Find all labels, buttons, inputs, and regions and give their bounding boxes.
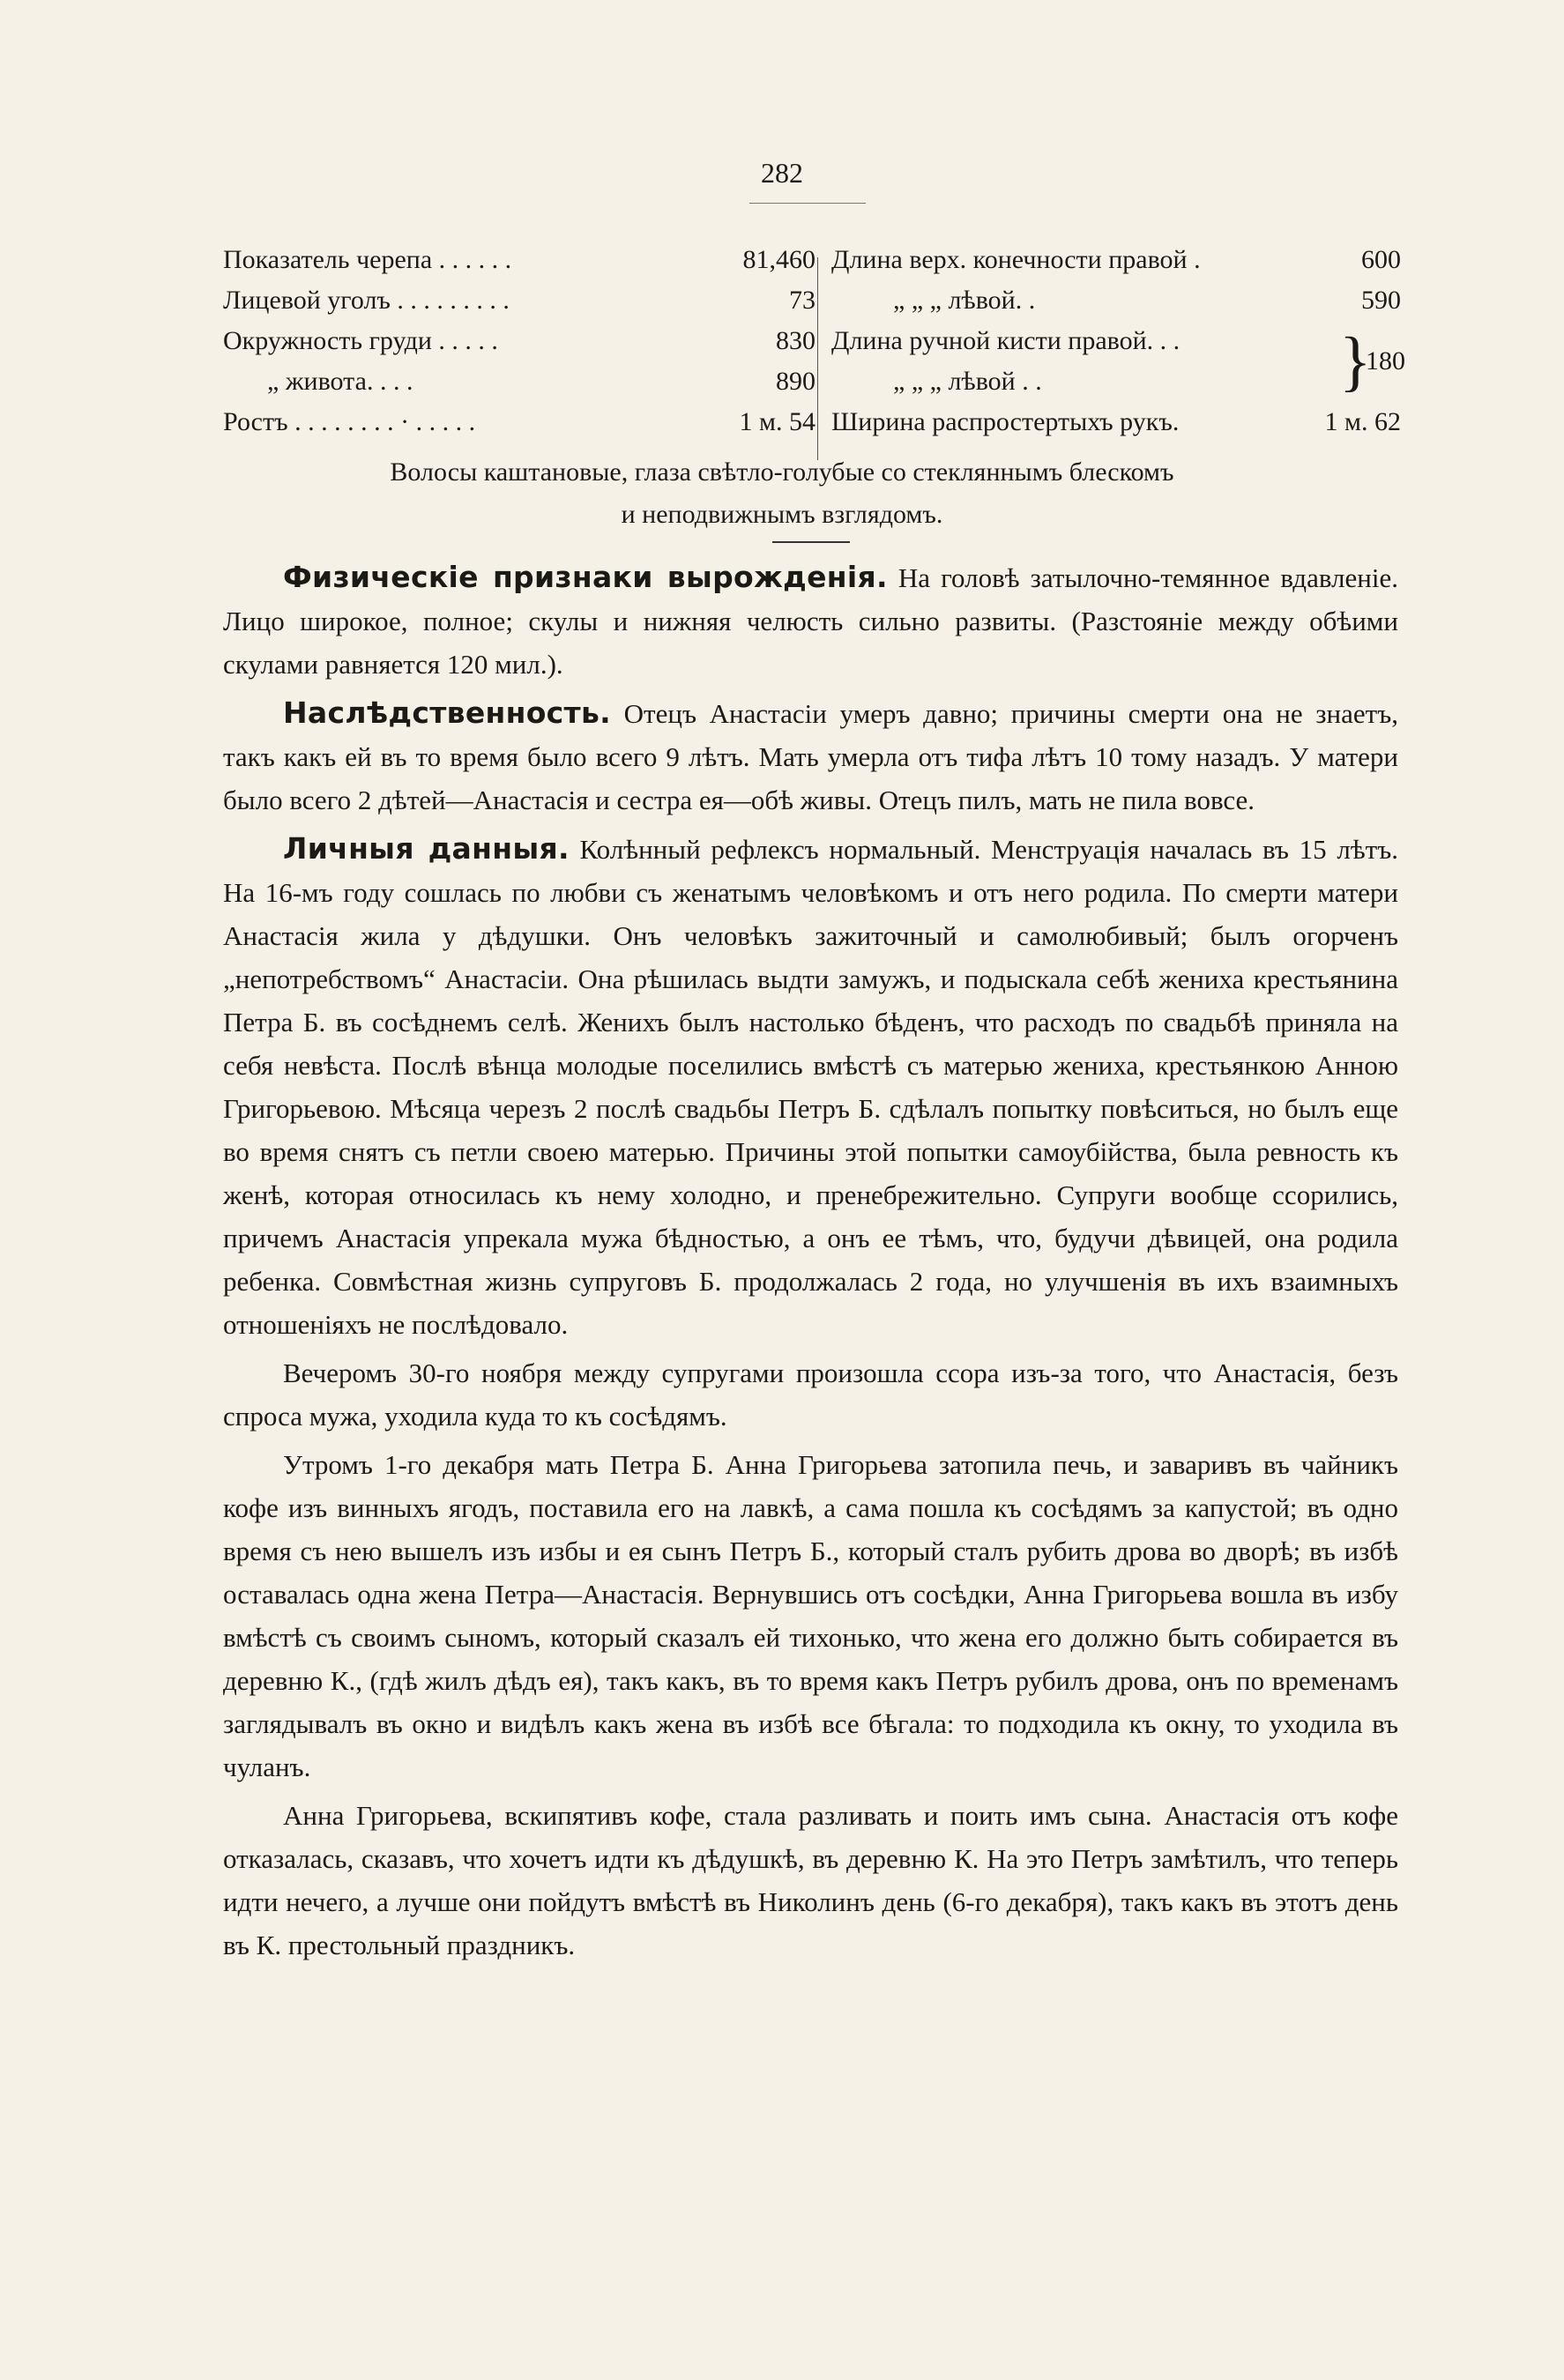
paragraph-personal-data [223, 827, 1398, 1346]
measurement-row [223, 321, 816, 361]
measurement-row [831, 402, 1401, 443]
measurement-row [223, 361, 816, 402]
measurement-label: Ширина распростертыхъ рукъ. [831, 407, 1180, 436]
measurement-row [831, 240, 1401, 280]
measurement-label: „ „ „ лѣвой. . [893, 286, 1036, 315]
measurement-value: 600 [1361, 245, 1401, 274]
measurement-row [223, 402, 816, 443]
measurement-value: 1 м. 54 [739, 407, 816, 436]
hair-eyes-line: Волосы каштановые, глаза свѣтло-голубые со стекляннымъ блескомъ [390, 457, 1174, 487]
section-heading: Наслѣдственность. [283, 695, 611, 730]
measurement-value: 1 м. 62 [1324, 407, 1401, 436]
measurement-value: 830 [776, 326, 816, 355]
measurement-label: „ „ „ лѣвой . . [893, 367, 1042, 396]
hand-length-value: 180 [1366, 346, 1405, 376]
measurement-value: 73 [789, 286, 816, 315]
measurement-label: Лицевой уголъ . . . . . . . . . [223, 286, 510, 315]
curly-brace-icon: } [1339, 324, 1372, 398]
measurement-value: 890 [776, 367, 816, 396]
paragraph-heredity [223, 691, 1398, 822]
paragraph-degeneration [223, 555, 1398, 686]
page-number-rule [749, 203, 866, 204]
section-text: Отецъ Анастасіи умеръ давно; причины смерти она не знаетъ, такъ какъ ей въ то время было всего 9 лѣтъ. Мать умерла отъ тифа лѣтъ 10 тому назадъ. У матери было всего 2 дѣтей—Анастасія и сестра ея—обѣ живы. Отецъ пилъ, мать не пила вовсе. [223, 698, 1398, 815]
measurement-label: Показатель черепа . . . . . . [223, 245, 512, 274]
body-text [223, 555, 1398, 1972]
measurement-row [831, 280, 1401, 321]
measurement-row [223, 240, 816, 280]
measurement-value: 590 [1361, 286, 1401, 315]
section-text: На головѣ затылочно-темянное вдавленіе. Лицо широкое, полное; скулы и нижняя челюсть сильно развиты. (Разстояніе между обѣими скулами равняется 120 мил.). [223, 562, 1399, 680]
measurement-value: 81,460 [742, 245, 816, 274]
hair-eyes-line: и неподвижнымъ взглядомъ. [621, 500, 943, 529]
paragraph: Анна Григорьева, вскипятивъ кофе, стала разливать и поить имъ сына. Анастасія отъ кофе отказалась, сказавъ, что хочетъ идти къ дѣдушкѣ, въ деревню К. На это Петръ замѣтилъ, что теперь идти нечего, а лучше они пойдутъ вмѣстѣ въ Николинъ день (6-го декабря), такъ какъ въ этотъ день въ К. престольный праздникъ. [223, 1800, 1398, 1960]
section-divider [772, 541, 850, 543]
measurement-row [831, 361, 1401, 402]
measurement-label: Ростъ . . . . . . . . · . . . . . [223, 407, 476, 436]
paragraph: Утромъ 1-го декабря мать Петра Б. Анна Григорьева затопила печь, и заваривъ въ чайникъ кофе изъ винныхъ ягодъ, поставила его на лавкѣ, а сама пошла къ сосѣдямъ за капустой; въ одно время съ нею вышелъ изъ избы и ея сынъ Петръ Б., который сталъ рубить дрова во дворѣ; въ избѣ оставалась одна жена Петра—Анастасія. Вернувшись отъ сосѣдки, Анна Григорьева вошла въ избу вмѣстѣ съ своимъ сыномъ, который сказалъ ей тихонько, что жена его должно быть собирается въ деревню К., (гдѣ жилъ дѣдъ ея), такъ какъ, въ то время какъ Петръ рубилъ дрова, онъ по временамъ заглядывалъ въ окно и видѣлъ какъ жена въ избѣ все бѣгала: то подходила къ окну, то уходила въ чуланъ. [223, 1449, 1398, 1782]
measurement-label: Длина ручной кисти правой. . . [831, 326, 1180, 355]
measurement-label: Окружность груди . . . . . [223, 326, 498, 355]
section-heading: Личныя данныя. [283, 831, 570, 866]
measurement-row [831, 321, 1401, 361]
page-number: 282 [761, 157, 803, 189]
measurement-row [223, 280, 816, 321]
measurement-label: „ живота. . . . [267, 367, 413, 396]
measurement-label: Длина верх. конечности правой . [831, 245, 1201, 274]
measurements-right-column [831, 240, 1405, 443]
column-divider [817, 257, 818, 460]
section-heading: Физическіе признаки вырожденія. [283, 560, 888, 594]
paragraph: Вечеромъ 30-го ноября между супругами произошла ссора изъ-за того, что Анастасія, безъ спроса мужа, уходила куда то къ сосѣдямъ. [223, 1357, 1398, 1432]
measurements-left-column [223, 240, 816, 443]
section-text: Колѣнный рефлексъ нормальный. Менструація началась въ 15 лѣтъ. На 16-мъ году сошлась по любви съ женатымъ человѣкомъ и отъ него родила. По смерти матери Анастасія жила у дѣдушки. Онъ человѣкъ зажиточный и самолюбивый; былъ огорченъ „непотребствомъ“ Анастасіи. Она рѣшилась выдти замужъ, и подыскала себѣ жениха крестьянина Петра Б. въ сосѣднемъ селѣ. Женихъ былъ настолько бѣденъ, что расходъ по свадьбѣ приняла на себя невѣста. Послѣ вѣнца молодые поселились вмѣстѣ съ матерью жениха, крестьянкою Анною Григорьевою. Мѣсяца черезъ 2 послѣ свадьбы Петръ Б. сдѣлалъ попытку повѣситься, но былъ еще во время снятъ съ петли своею матерью. Причины этой попытки самоубійства, была ревность къ женѣ, которая относилась къ нему холодно, и пренебрежительно. Супруги вообще ссорились, причемъ Анастасія упрекала мужа бѣдностью, а онъ ее тѣмъ, что, будучи дѣвицей, она родила ребенка. Совмѣстная жизнь супруговъ Б. продолжалась 2 года, но улучшенія въ ихъ взаимныхъ отношеніяхъ не послѣдовало. [223, 834, 1399, 1340]
